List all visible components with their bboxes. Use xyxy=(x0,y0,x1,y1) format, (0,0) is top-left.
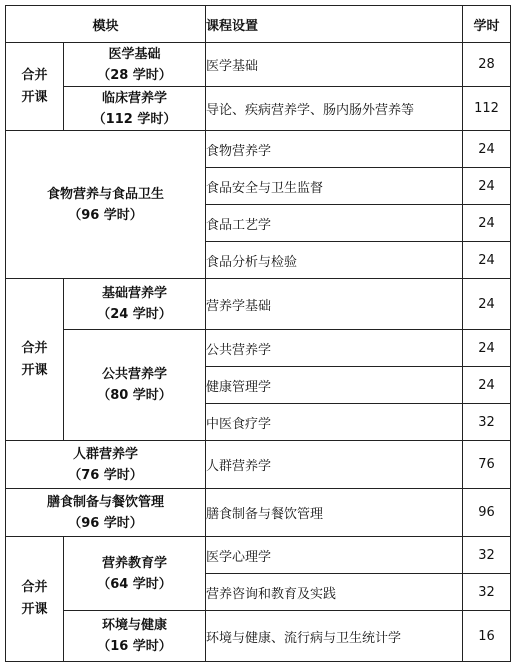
submodule-title: 营养教育学 xyxy=(102,555,168,571)
hours-cell: 96 xyxy=(463,489,511,537)
submodule-title: 临床营养学 xyxy=(102,90,168,106)
table-row xyxy=(6,489,511,537)
course-cell: 中医食疗学 xyxy=(206,404,463,441)
merged-course-label xyxy=(6,537,64,662)
submodule-cell xyxy=(64,87,206,131)
table-row xyxy=(6,131,511,168)
hours-cell: 32 xyxy=(463,537,511,574)
module-hours: （96 学时） xyxy=(68,515,143,531)
module-hours: （96 学时） xyxy=(68,207,143,223)
submodule-hours: （28 学时） xyxy=(97,67,172,83)
course-cell: 营养咨询和教育及实践 xyxy=(206,574,463,611)
submodule-hours: （16 学时） xyxy=(97,639,172,654)
hours-cell: 16 xyxy=(463,611,511,662)
hours-cell: 28 xyxy=(463,43,511,87)
hours-cell: 32 xyxy=(463,404,511,441)
hours-cell: 24 xyxy=(463,131,511,168)
course-cell: 食品安全与卫生监督 xyxy=(206,168,463,205)
hours-cell: 32 xyxy=(463,574,511,611)
module-title: 食物营养与食品卫生 xyxy=(47,186,165,202)
hours-cell: 76 xyxy=(463,441,511,489)
submodule-hours: （24 学时） xyxy=(97,307,172,322)
table-row xyxy=(6,611,511,662)
submodule-title: 医学基础 xyxy=(108,46,161,62)
merged-label-line1: 合并 xyxy=(21,340,48,356)
merged-label-line2: 开课 xyxy=(21,362,48,378)
merged-label-line1: 合并 xyxy=(21,67,48,83)
hours-cell: 24 xyxy=(463,242,511,279)
course-cell: 食物营养学 xyxy=(206,131,463,168)
table-row xyxy=(6,441,511,489)
submodule-hours: （80 学时） xyxy=(97,388,172,403)
course-cell: 膳食制备与餐饮管理 xyxy=(206,489,463,537)
table-row xyxy=(6,87,511,131)
submodule-cell xyxy=(64,279,206,330)
table-row xyxy=(6,279,511,330)
merged-label-line1: 合并 xyxy=(21,580,48,595)
submodule-title: 公共营养学 xyxy=(102,367,168,382)
submodule-title: 环境与健康 xyxy=(102,618,168,633)
module-hours: （76 学时） xyxy=(68,467,143,483)
merged-label-line2: 开课 xyxy=(21,89,48,105)
hours-cell: 112 xyxy=(463,87,511,131)
module-cell xyxy=(6,131,206,279)
module-header: 模块 xyxy=(6,6,206,43)
table-row xyxy=(6,43,511,87)
hours-cell: 24 xyxy=(463,330,511,367)
submodule-hours: （112 学时） xyxy=(92,111,177,127)
module-title: 人群营养学 xyxy=(73,446,139,462)
course-cell: 导论、疾病营养学、肠内肠外营养等 xyxy=(206,87,463,131)
course-cell: 医学基础 xyxy=(206,43,463,87)
hours-cell: 24 xyxy=(463,205,511,242)
submodule-title: 基础营养学 xyxy=(102,286,168,301)
module-cell xyxy=(6,441,206,489)
course-cell: 食品分析与检验 xyxy=(206,242,463,279)
hours-cell: 24 xyxy=(463,279,511,330)
course-cell: 健康管理学 xyxy=(206,367,463,404)
hours-header: 学时 xyxy=(463,6,511,43)
merged-label-line2: 开课 xyxy=(21,602,48,617)
course-cell: 人群营养学 xyxy=(206,441,463,489)
submodule-cell xyxy=(64,330,206,441)
module-title: 膳食制备与餐饮管理 xyxy=(47,494,165,510)
table-row xyxy=(6,330,511,367)
hours-cell: 24 xyxy=(463,168,511,205)
course-cell: 食品工艺学 xyxy=(206,205,463,242)
course-cell: 环境与健康、流行病与卫生统计学 xyxy=(206,611,463,662)
curriculum-table xyxy=(5,5,511,662)
course-cell: 营养学基础 xyxy=(206,279,463,330)
table-row xyxy=(6,537,511,574)
merged-course-label xyxy=(6,279,64,441)
submodule-cell xyxy=(64,611,206,662)
header-row xyxy=(6,6,511,43)
course-cell: 医学心理学 xyxy=(206,537,463,574)
hours-cell: 24 xyxy=(463,367,511,404)
submodule-cell xyxy=(64,43,206,87)
courses-header: 课程设置 xyxy=(206,6,463,43)
merged-course-label xyxy=(6,43,64,131)
course-cell: 公共营养学 xyxy=(206,330,463,367)
module-cell xyxy=(6,489,206,537)
submodule-hours: （64 学时） xyxy=(97,576,172,592)
submodule-cell xyxy=(64,537,206,611)
